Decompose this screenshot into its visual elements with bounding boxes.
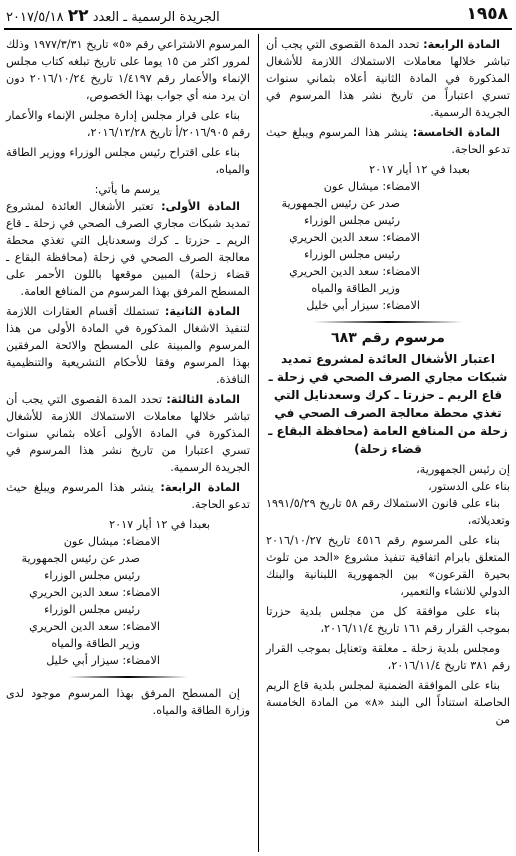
paragraph: بناء على قانون الاستملاك رقم ٥٨ تاريخ ١٩٩١/٥/٢٩ وتعديلاته، bbox=[266, 497, 510, 527]
signature: الامضاء: سيزار أبي خليل bbox=[46, 654, 160, 667]
date-line: بعبدا في ١٢ أيار ٢٠١٧ bbox=[369, 163, 470, 176]
paragraph: المرسوم الاشتراعي رقم «٥» تاريخ ١٩٧٧/٣/٣١ وذلك لمرور اكثر من ١٥ يوما على تاريخ تبلغه كتاب مجلس الإنماء والأعمار رقم ١/٤١٩٧ تاريخ ٢٠١٦/١٠/٢٤ دون ان يرد منه أي جواب بهذا الخصوص، bbox=[6, 38, 251, 102]
article-text: ينشر هذا المرسوم ويبلغ حيث تدعو الحاجة. bbox=[266, 126, 510, 156]
signature: الامضاء: سعد الدين الحريري bbox=[289, 265, 420, 278]
decree-number: مرسوم رقم ٦٨٣ bbox=[331, 330, 445, 346]
paragraph: بناء على المرسوم رقم ٤٥١٦ تاريخ ٢٠١٦/١٠/٢٧ المتعلق بابرام اتفاقية تنفيذ مشروع «الحد من تلوث بحيرة القرعون» بين الجمهورية اللبنانية والبنك الدولي للانشاء والتعمير، bbox=[266, 534, 510, 598]
signature: صدر عن رئيس الجمهورية bbox=[281, 197, 400, 210]
article-text: تعتبر الأشغال العائدة لمشروع تمديد شبكات مجاري الصرف الصحي في زحلة ـ قاع الريم ـ حزرتا ـ كرك وسعدنايل التي تغذي محطة معالجة الصرف الصحي في زحلة (محافظة البقاع ـ قضاء زحلة) المبين موقعها باللون الأحمر على المسطح المرفق بهذا المرسوم من المنافع العامة. bbox=[6, 200, 250, 298]
intro-line: إن رئيس الجمهورية، bbox=[416, 463, 510, 476]
signature: الامضاء: سيزار أبي خليل bbox=[306, 299, 420, 312]
left-column bbox=[6, 36, 250, 722]
article-text: تحدد المدة القصوى التي يجب أن تباشر خلالها معاملات الاستملاك اللازمة للأشغال المذكورة في المادة الثانية أعلاه بثماني سنوات تسري اعتباراً من تاريخ نشر هذا المرسوم في الجريدة الرسمية. bbox=[266, 38, 510, 119]
signature: وزير الطاقة والمياه bbox=[311, 282, 400, 295]
article-5-right bbox=[266, 124, 510, 158]
page-number: ١٩٥٨ bbox=[466, 4, 508, 24]
article-label: المادة الرابعة: bbox=[423, 38, 500, 51]
article-text: تستملك أقسام العقارات اللازمة لتنفيذ الاشغال المذكورة في المادة الأولى من هذا المرسوم والمبينة على المسطح والائحة المرفقين بهذا المرسوم وفقا للأحكام التشريعية والتنظيمية النافذة. bbox=[6, 305, 250, 386]
section-divider bbox=[68, 674, 188, 680]
intro-line: بناء على الدستور، bbox=[428, 480, 510, 493]
section-divider bbox=[313, 319, 463, 325]
decree-title: اعتبار الأشغال العائدة لمشروع تمديد شبكات مجاري الصرف الصحي في زحلة ـ قاع الريم ـ حزرتا ـ كرك وسعدنايل التي تغذي محطة معالجة الصرف الصحي في زحلة من المنافع العامة (محافظة البقاع ـ قضاء زحلة) bbox=[268, 352, 508, 456]
issue-date: ٢٠١٧/٥/١٨ bbox=[6, 10, 64, 25]
article-label: المادة الثالثة: bbox=[166, 393, 241, 406]
article-text: تحدد المدة القصوى التي يجب أن تباشر خلالها معاملات الاستملاك اللازمة للأشغال المذكورة في المادة الأولى أعلاه بثماني سنوات تسري اعتبارا من تاريخ نشر هذا المرسوم في الجريدة الرسمية. bbox=[6, 393, 250, 474]
signature: صدر عن رئيس الجمهورية bbox=[21, 552, 140, 565]
article-label: المادة الثانية: bbox=[164, 305, 240, 318]
paragraph: ومجلس بلدية زحلة ـ معلقة وتعنايل بموجب القرار رقم ٣٨١ تاريخ ٢٠١٦/١١/٤، bbox=[266, 642, 510, 672]
attachment-note: إن المسطح المرفق بهذا المرسوم موجود لدى وزارة الطاقة والمياه. bbox=[6, 687, 250, 717]
issue-number: ٢٢ bbox=[67, 6, 89, 26]
signature: الامضاء: سعد الدين الحريري bbox=[289, 231, 420, 244]
date-line: بعبدا في ١٢ أيار ٢٠١٧ bbox=[109, 518, 210, 531]
journal-header bbox=[6, 6, 220, 26]
page-header bbox=[0, 0, 516, 30]
paragraph: بناء على موافقة كل من مجلس بلدية حزرتا بموجب القرار رقم ١٦١ تاريخ ٢٠١٦/١١/٤، bbox=[266, 605, 510, 635]
signature: الامضاء: سعد الدين الحريري bbox=[29, 586, 160, 599]
article-2 bbox=[6, 303, 250, 388]
signature: رئيس مجلس الوزراء bbox=[44, 569, 140, 582]
article-1 bbox=[6, 198, 250, 300]
article-label: المادة الرابعة: bbox=[160, 481, 240, 494]
signature: الامضاء: ميشال عون bbox=[63, 535, 160, 548]
signature: رئيس مجلس الوزراء bbox=[304, 248, 400, 261]
article-4 bbox=[6, 479, 250, 513]
header-divider bbox=[4, 28, 512, 30]
article-label: المادة الخامسة: bbox=[412, 126, 500, 139]
column-divider bbox=[258, 34, 259, 852]
article-text: ينشر هذا المرسوم ويبلغ حيث تدعو الحاجة. bbox=[6, 481, 250, 511]
article-3 bbox=[6, 391, 250, 476]
article-label: المادة الأولى: bbox=[161, 200, 240, 213]
right-column bbox=[266, 36, 510, 731]
decrees-line: يرسم ما يأتي: bbox=[94, 183, 160, 196]
journal-name: الجريدة الرسمية ـ العدد bbox=[92, 10, 220, 25]
paragraph: بناء على الموافقة الضمنية لمجلس بلدية قاع الريم الحاصلة استناداً الى البند «٨» من المادة الخامسة من bbox=[266, 679, 510, 726]
article-4-right bbox=[266, 36, 510, 121]
paragraph: بناء على قرار مجلس إدارة مجلس الإنماء والأعمار رقم ٢٠١٦/٩٠٥/أ تاريخ ٢٠١٦/١٢/٢٨، bbox=[6, 109, 250, 139]
signature: رئيس مجلس الوزراء bbox=[44, 603, 140, 616]
signature: رئيس مجلس الوزراء bbox=[304, 214, 400, 227]
signature: الامضاء: سعد الدين الحريري bbox=[29, 620, 160, 633]
signature: وزير الطاقة والمياه bbox=[51, 637, 140, 650]
paragraph: بناء على اقتراح رئيس مجلس الوزراء ووزير الطاقة والمياه، bbox=[6, 146, 250, 176]
signature: الامضاء: ميشال عون bbox=[323, 180, 420, 193]
